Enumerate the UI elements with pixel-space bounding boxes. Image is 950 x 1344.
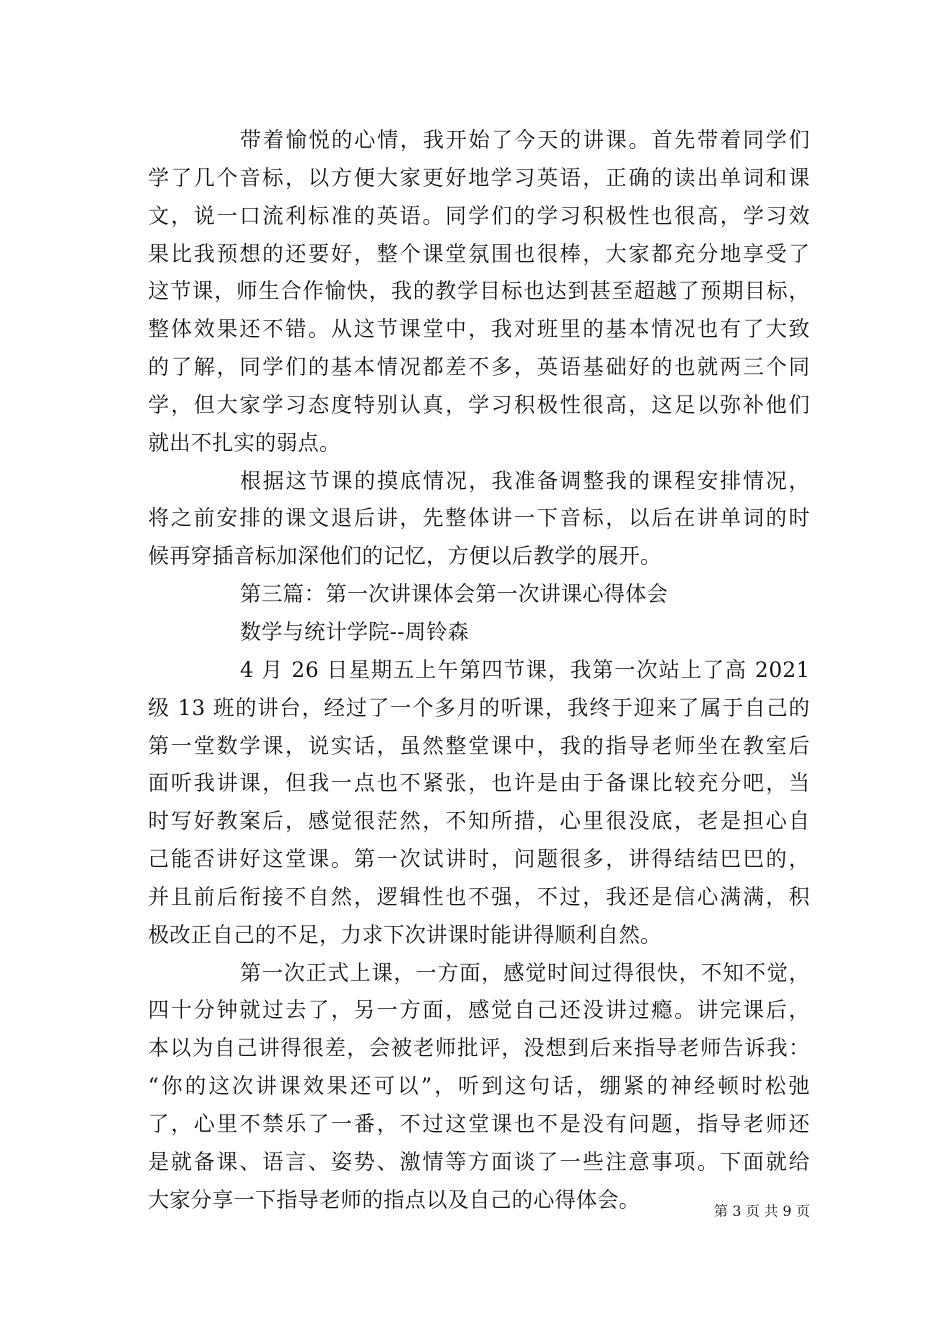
text-line: 大家分享一下指导老师的指点以及自己的心得体会。: [148, 1187, 641, 1212]
text-line: 4 月 26 日星期五上午第四节课，我第一次站上了高 2021: [240, 657, 810, 682]
text-line: 面听我讲课，但我一点也不紧张，也许是由于备课比较充分吧，当: [148, 771, 810, 796]
text-line: 将之前安排的课文退后讲，先整体讲一下音标，以后在讲单词的时: [148, 506, 810, 531]
text-line: 学，但大家学习态度特别认真，学习积极性很高，这足以弥补他们: [148, 392, 810, 417]
text-line: 级 13 班的讲台，经过了一个多月的听课，我终于迎来了属于自己的: [148, 695, 810, 720]
text-line: 第一堂数学课，说实话，虽然整堂课中，我的指导老师坐在教室后: [148, 733, 810, 758]
text-line: 学了几个音标，以方便大家更好地学习英语，正确的读出单词和课: [148, 165, 810, 190]
text-line: 极改正自己的不足，力求下次讲课时能讲得顺利自然。: [148, 922, 662, 947]
text-line: 就出不扎实的弱点。: [148, 430, 341, 455]
text-line: 候再穿插音标加深他们的记忆，方便以后教学的展开。: [148, 544, 662, 569]
text-line: 本以为自己讲得很差，会被老师批评，没想到后来指导老师告诉我：: [148, 1036, 810, 1061]
text-line: 并且前后衔接不自然，逻辑性也不强，不过，我还是信心满满，积: [148, 884, 810, 909]
text-line: “你的这次讲课效果还可以”，听到这句话，绷紧的神经顿时松弛: [148, 1074, 810, 1099]
text-line: 是就备课、语言、姿势、激情等方面谈了一些注意事项。下面就给: [148, 1149, 810, 1174]
text-line: 这节课，师生合作愉快，我的教学目标也达到甚至超越了预期目标，: [148, 279, 810, 304]
section-title: 第三篇：第一次讲课体会第一次讲课心得体会: [240, 582, 668, 607]
text-line: 第一次正式上课，一方面，感觉时间过得很快，不知不觉，: [240, 960, 810, 985]
text-line: 己能否讲好这堂课。第一次试讲时，问题很多，讲得结结巴巴的，: [148, 847, 810, 872]
text-line: 文，说一口流利标准的英语。同学们的学习积极性也很高，学习效: [148, 203, 810, 228]
text-line: 了，心里不禁乐了一番，不过这堂课也不是没有问题，指导老师还: [148, 1111, 810, 1136]
text-line: 时写好教案后，感觉很茫然，不知所措，心里很没底，老是担心自: [148, 809, 810, 834]
text-line: 四十分钟就过去了，另一方面，感觉自己还没讲过瘾。讲完课后，: [148, 998, 810, 1023]
document-body: [148, 122, 810, 1219]
page-number: 第 3 页 共 9 页: [713, 1204, 810, 1220]
text-line: 果比我预想的还要好，整个课堂氛围也很棒，大家都充分地享受了: [148, 241, 810, 266]
text-line: 根据这节课的摸底情况，我准备调整我的课程安排情况，: [240, 468, 810, 493]
text-line: 的了解，同学们的基本情况都差不多，英语基础好的也就两三个同: [148, 355, 810, 380]
author-line: 数学与统计学院--周铃森: [240, 619, 469, 644]
text-line: 带着愉悦的心情，我开始了今天的讲课。首先带着同学们: [240, 128, 810, 152]
text-line: 整体效果还不错。从这节课堂中，我对班里的基本情况也有了大致: [148, 317, 810, 342]
